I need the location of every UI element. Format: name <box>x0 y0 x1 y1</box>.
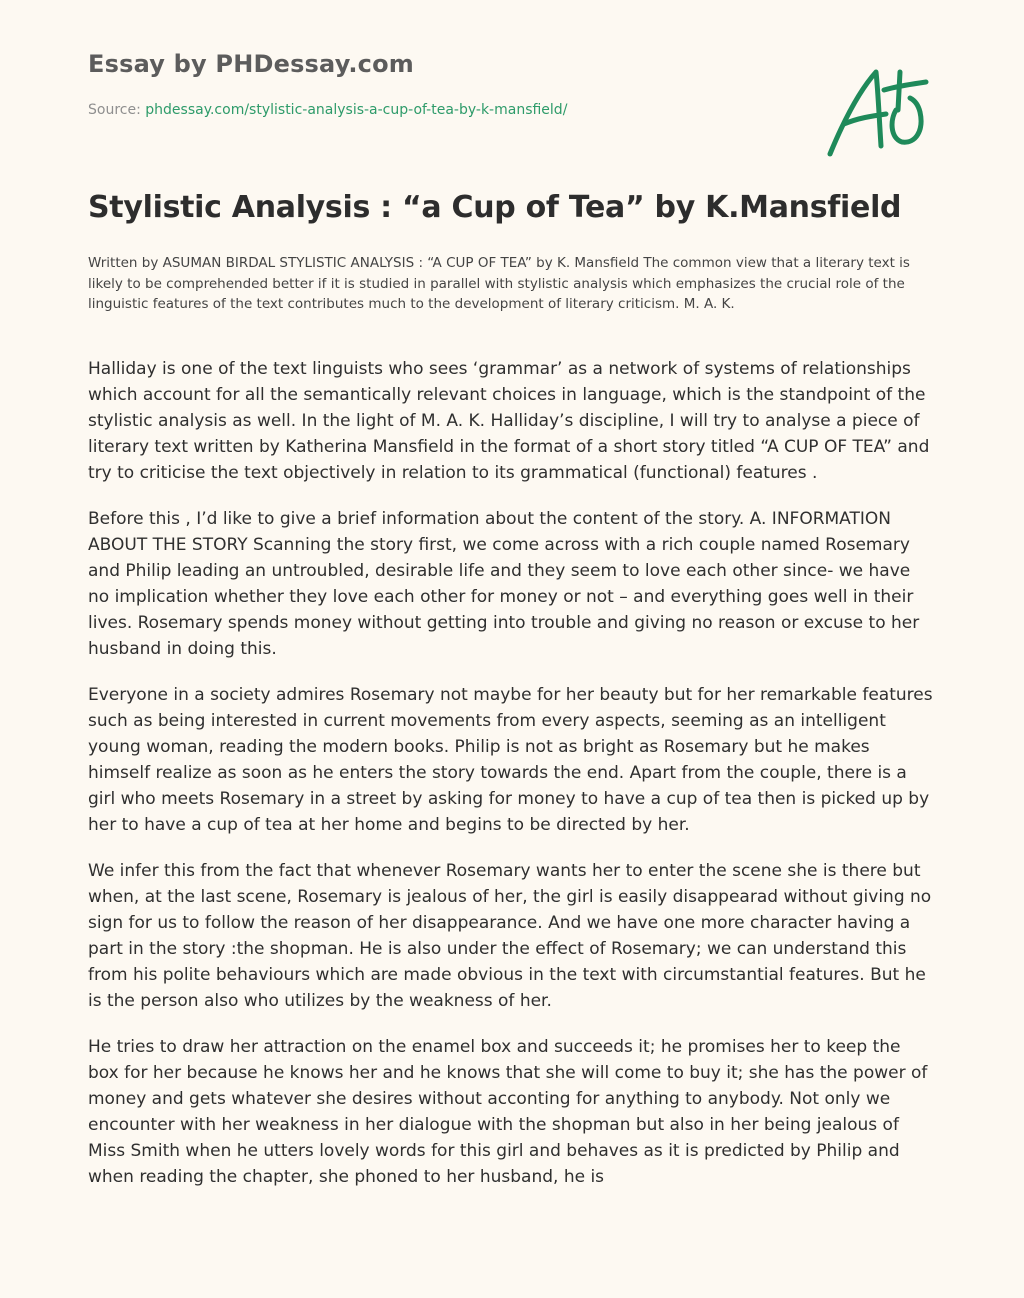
page-title: Stylistic Analysis : “a Cup of Tea” by K.Mansfield <box>88 190 902 225</box>
body-paragraph: Everyone in a society admires Rosemary not maybe for her beauty but for her remarkable features such as being interested in current movements from every aspects, seeming as an intelligent young woman, reading the modern books. Philip is not as bright as Rosemary but he makes himself realize as soon as he enters the story towards the end. Apart from the couple, there is a girl who meets Rosemary in a street by asking for money to have a cup of tea then is picked up by her to have a cup of tea at her home and begins to be directed by her. <box>88 685 933 835</box>
source-line <box>88 102 567 118</box>
source-label: Source: <box>88 102 146 118</box>
source-link[interactable]: phdessay.com/stylistic-analysis-a-cup-of-tea-by-k-mansfield/ <box>145 102 568 118</box>
intro-paragraph: Written by ASUMAN BIRDAL STYLISTIC ANALYSIS : “A CUP OF TEA” by K. Mansfield The common view that a literary text is likely to be comprehended better if it is studied in parallel with stylistic analysis which emphasizes the crucial role of the linguistic features of the text contributes much to the development of literary criticism. M. A. K. <box>88 255 910 312</box>
body-paragraph: He tries to draw her attraction on the enamel box and succeeds it; he promises her to keep the box for her because he knows her and he knows that she will come to buy it; she has the power of money and gets whatever she desires without acconting for anything to anybody. Not only we encounter with her weakness in her dialogue with the shopman but also in her being jealous of Miss Smith when he utters lovely words for this girl and behaves as it is predicted by Philip and when reading the chapter, she phoned to her husband, he is <box>88 1037 928 1187</box>
body-paragraph: We infer this from the fact that whenever Rosemary wants her to enter the scene she is there but when, at the last scene, Rosemary is jealous of her, the girl is easily disappearad without giving no sign for us to follow the reason of her disappearance. And we have one more character having a part in the story :the shopman. He is also under the effect of Rosemary; we can understand this from his polite behaviours which are made obvious in the text with circumstantial features. But he is the person also who utilizes by the weakness of her. <box>88 861 932 1011</box>
site-brand[interactable]: Essay by PHDessay.com <box>88 50 414 78</box>
body-paragraph: Halliday is one of the text linguists who sees ‘grammar’ as a network of systems of relationships which account for all the semantically relevant choices in language, which is the standpoint of the stylistic analysis as well. In the light of M. A. K. Halliday’s discipline, I will try to analyse a piece of literary text written by Katherina Mansfield in the format of a short story titled “A CUP OF TEA” and try to criticise the text objectively in relation to its grammatical (functional) features . <box>88 359 930 483</box>
article-body <box>88 356 936 1250</box>
body-paragraph: Before this , I’d like to give a brief information about the content of the story. A. INFORMATION ABOUT THE STORY Scanning the story first, we come across with a rich couple named Rosemary and Philip leading an untroubled, desirable life and they seem to love each other since- we have no implication whether they love each other for money or not – and everything goes well in their lives. Rosemary spends money without getting into trouble and giving no reason or excuse to her husband in doing this. <box>88 509 920 659</box>
a-plus-grade-icon <box>824 60 934 165</box>
